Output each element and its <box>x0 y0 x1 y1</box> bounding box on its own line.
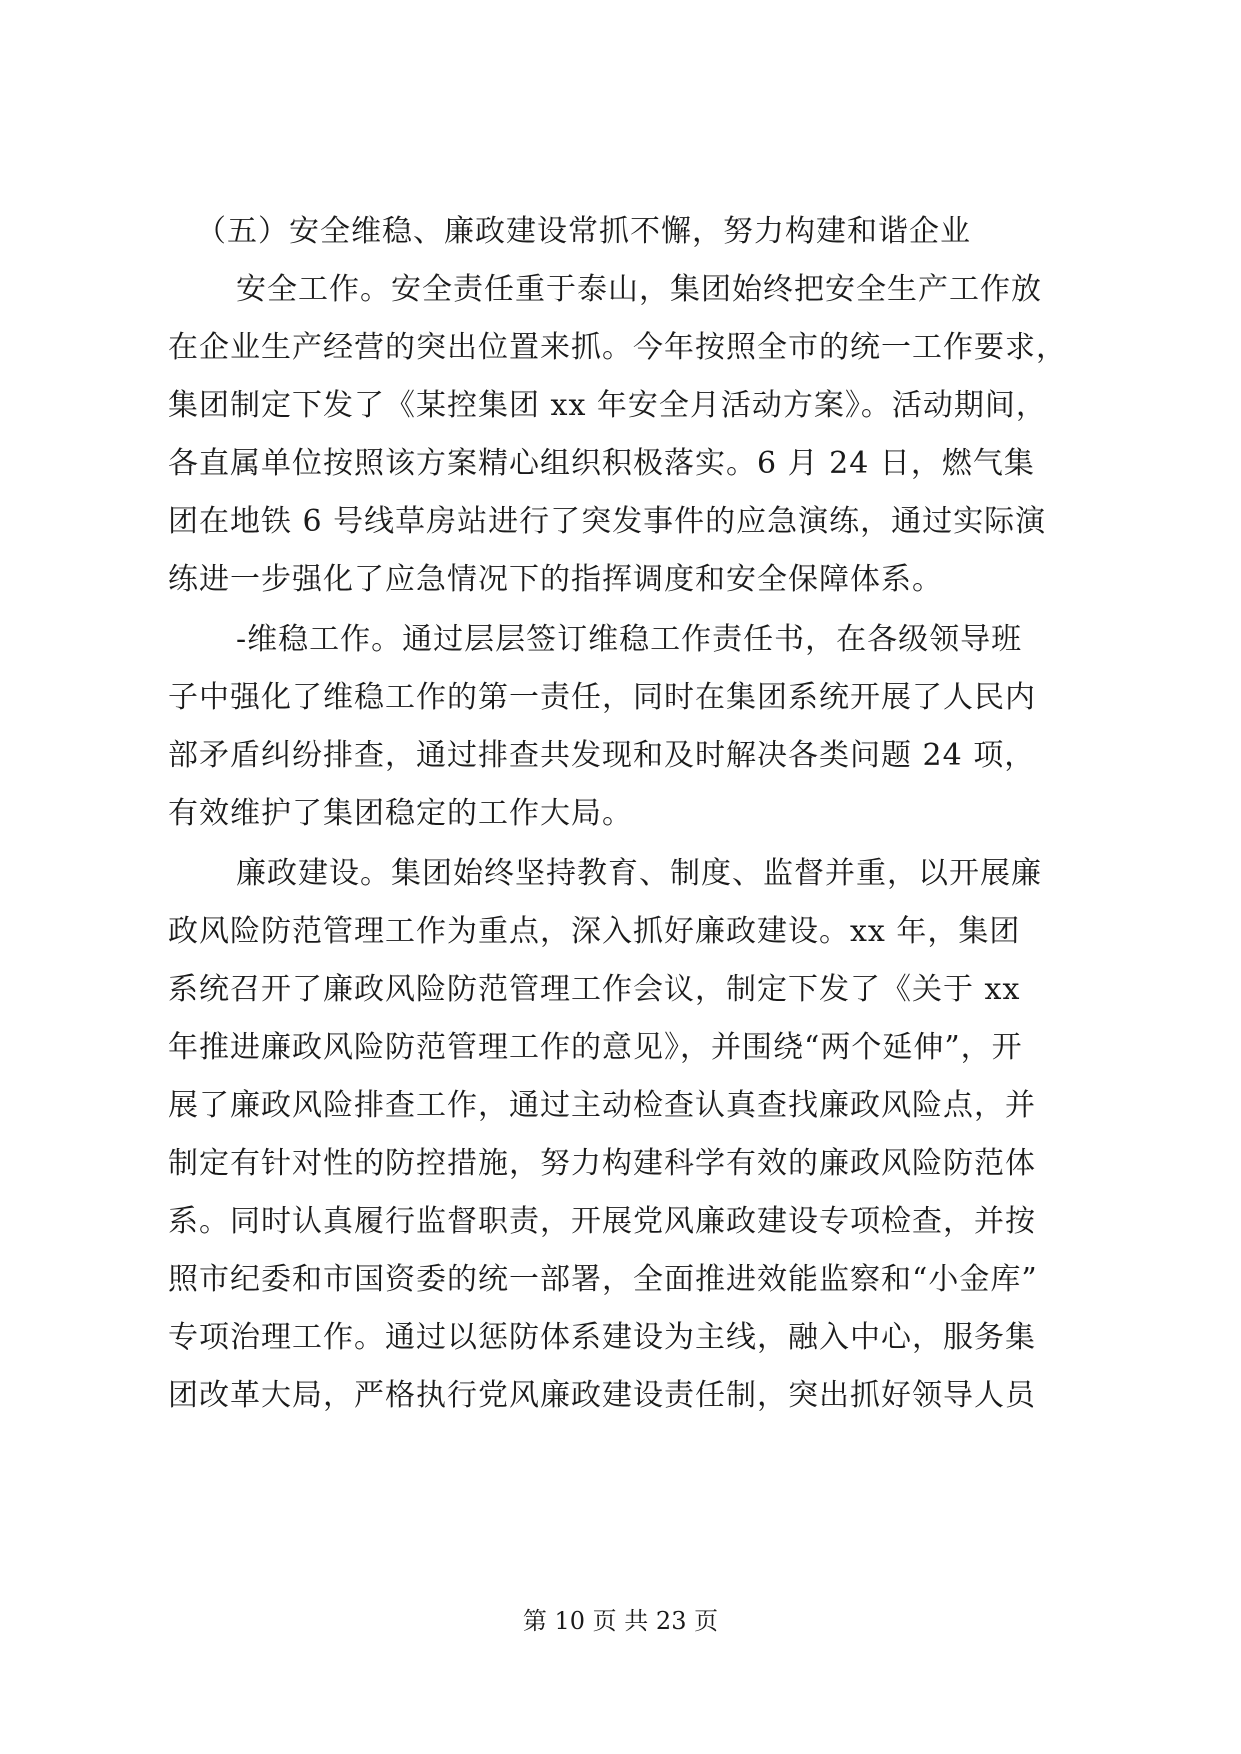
paragraph-line: 年推进廉政风险防范管理工作的意见》，并围绕“两个延伸”，开 <box>168 1030 1023 1065</box>
paragraph-line: 子中强化了维稳工作的第一责任，同时在集团系统开展了人民内 <box>168 680 1036 715</box>
paragraph-line: 专项治理工作。通过以惩防体系建设为主线，融入中心，服务集 <box>168 1320 1036 1355</box>
paragraph-line: 有效维护了集团稳定的工作大局。 <box>168 796 633 831</box>
paragraph-line: 团在地铁 6 号线草房站进行了突发事件的应急演练，通过实际演 <box>168 504 1047 539</box>
paragraph-line: -维稳工作。通过层层签订维稳工作责任书，在各级领导班 <box>236 622 1023 657</box>
paragraph-line: 部矛盾纠纷排查，通过排查共发现和及时解决各类问题 24 项， <box>168 738 1036 773</box>
paragraph-line: 系统召开了廉政风险防范管理工作会议，制定下发了《关于 xx <box>168 972 1021 1007</box>
paragraph-line: 廉政建设。集团始终坚持教育、制度、监督并重，以开展廉 <box>236 856 1042 891</box>
section-heading: （五）安全维稳、廉政建设常抓不懈，努力构建和谐企业 <box>196 214 971 249</box>
paragraph-line: 练进一步强化了应急情况下的指挥调度和安全保障体系。 <box>168 562 943 597</box>
paragraph-line: 政风险防范管理工作为重点，深入抓好廉政建设。xx 年，集团 <box>168 914 1021 949</box>
paragraph-line: 展了廉政风险排查工作，通过主动检查认真查找廉政风险点，并 <box>168 1088 1036 1123</box>
page-number-footer: 第 10 页 共 23 页 <box>522 1607 719 1635</box>
paragraph-line: 集团制定下发了《某控集团 xx 年安全月活动方案》。活动期间， <box>168 388 1047 423</box>
paragraph-line: 系。同时认真履行监督职责，开展党风廉政建设专项检查，并按 <box>168 1204 1036 1239</box>
paragraph-line: 照市纪委和市国资委的统一部署，全面推进效能监察和“小金库” <box>168 1262 1038 1297</box>
paragraph-line: 团改革大局，严格执行党风廉政建设责任制，突出抓好领导人员 <box>168 1378 1036 1413</box>
paragraph-line: 各直属单位按照该方案精心组织积极落实。6 月 24 日，燃气集 <box>168 446 1035 481</box>
paragraph-line: 在企业生产经营的突出位置来抓。今年按照全市的统一工作要求， <box>168 330 1067 365</box>
paragraph-line: 制定有针对性的防控措施，努力构建科学有效的廉政风险防范体 <box>168 1146 1036 1181</box>
paragraph-line: 安全工作。安全责任重于泰山，集团始终把安全生产工作放 <box>236 272 1042 307</box>
